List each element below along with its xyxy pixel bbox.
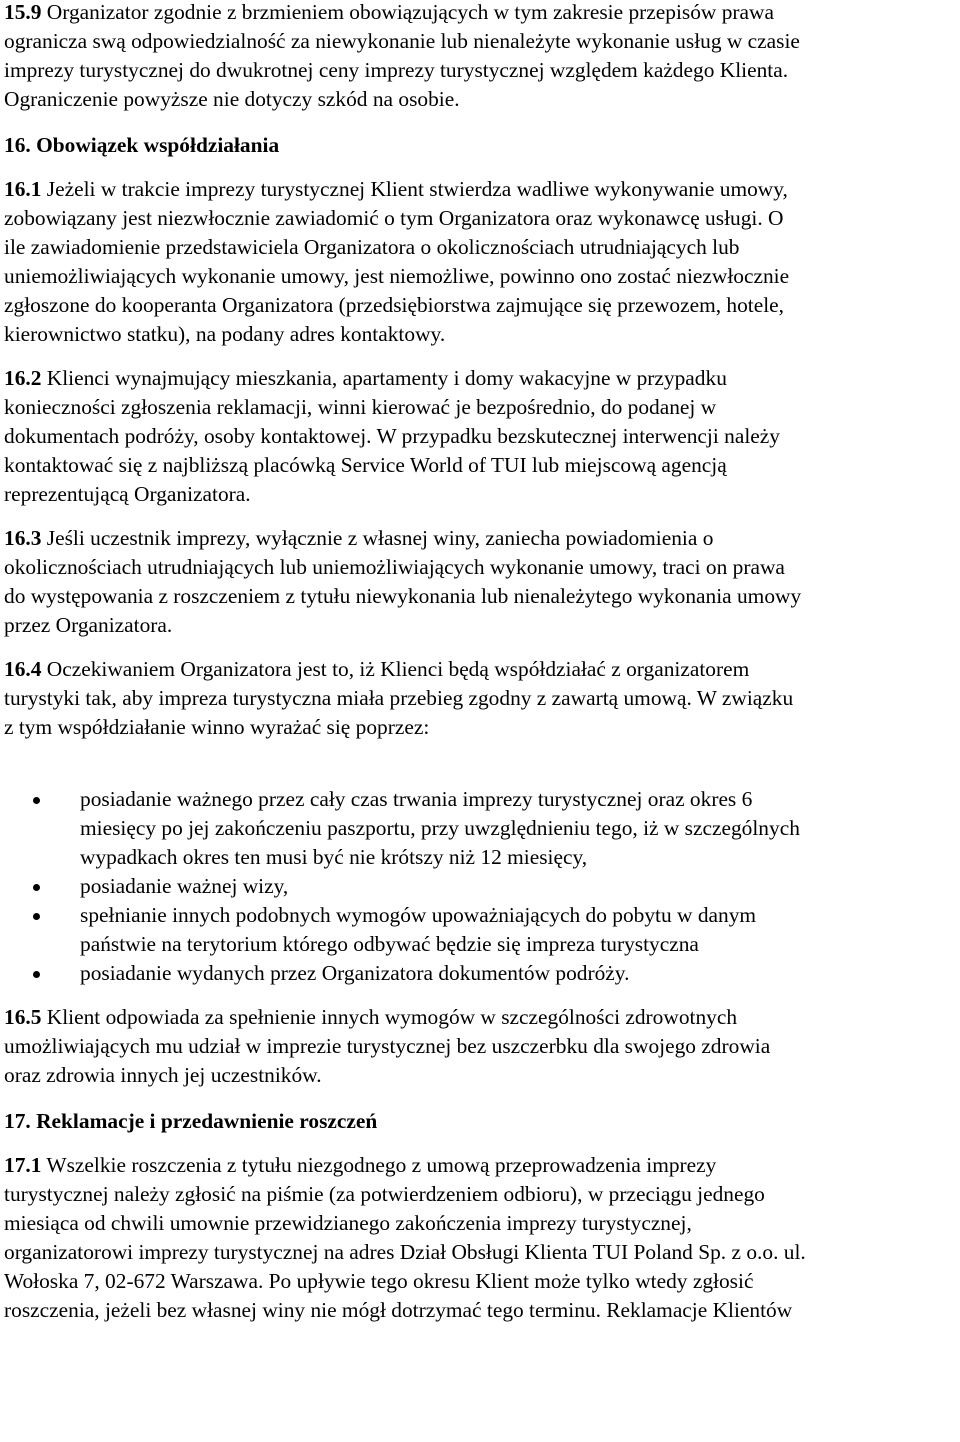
list-item-text: posiadanie ważnego przez cały czas trwania imprezy turystycznej oraz okres 6 miesięcy po jej zakończeniu paszportu, przy uwzględnieniu tego, iż w szczególnych wypadkach okres ten musi być nie krótszy niż 12 miesięcy,	[80, 787, 800, 869]
list-item-text: spełnianie innych podobnych wymogów upoważniających do pobytu w danym państwie na terytorium którego odbywać będzie się impreza turystyczna	[80, 903, 757, 956]
section-heading-16: 16. Obowiązek współdziałania	[4, 133, 280, 157]
paragraph-16-5	[4, 1003, 956, 1090]
paragraph-16-1	[4, 175, 956, 349]
paragraph-text: Wszelkie roszczenia z tytułu niezgodnego z umową przeprowadzenia imprezy turystycznej należy zgłosić na piśmie (za potwierdzeniem odbioru), w przeciągu jednego miesiąca od chwili umownie przewidzianego zakończenia imprezy turystycznej, organizatorowi imprezy turystycznej na adres Dział Obsługi Klienta TUI Poland Sp. z o.o. ul. Wołoska 7, 02-672 Warszawa. Po upływie tego okresu Klient może tylko wtedy zgłosić roszczenia, jeżeli bez własnej winy nie mógł dotrzymać tego terminu. Reklamacje Klientów	[4, 1153, 806, 1322]
list-item	[4, 872, 956, 901]
paragraph-17-1	[4, 1151, 956, 1325]
paragraph-text: Jeżeli w trakcie imprezy turystycznej Klient stwierdza wadliwe wykonywanie umowy, zobowiązany jest niezwłocznie zawiadomić o tym Organizatora oraz wykonawcę usługi. O ile zawiadomienie przedstawiciela Organizatora o okolicznościach utrudniających lub uniemożliwiających wykonanie umowy, jest niemożliwe, powinno ono zostać niezwłocznie zgłoszone do kooperanta Organizatora (przedsiębiorstwa zajmujące się przewozem, hotele, kierownictwo statku), na podany adres kontaktowy.	[4, 177, 790, 346]
paragraph-15-9	[4, 0, 956, 114]
paragraph-16-2	[4, 364, 956, 509]
paragraph-number: 17.1	[4, 1153, 42, 1177]
bullet-icon	[33, 797, 40, 804]
paragraph-text: Klienci wynajmujący mieszkania, apartamenty i domy wakacyjne w przypadku konieczności zgłoszenia reklamacji, winni kierować je bezpośrednio, do podanej w dokumentach podróży, osoby kontaktowej. W przypadku bezskutecznej interwencji należy kontaktować się z najbliższą placówką Service World of TUI lub miejscową agencją reprezentującą Organizatora.	[4, 366, 780, 506]
paragraph-text: Jeśli uczestnik imprezy, wyłącznie z własnej winy, zaniecha powiadomienia o okolicznościach utrudniających lub uniemożliwiających wykonanie umowy, traci on prawa do występowania z roszczeniem z tytułu niewykonania lub nienależytego wykonania umowy przez Organizatora.	[4, 526, 802, 637]
paragraph-number: 16.5	[4, 1005, 42, 1029]
list-item-text: posiadanie wydanych przez Organizatora dokumentów podróży.	[80, 961, 630, 985]
paragraph-text: Oczekiwaniem Organizatora jest to, iż Klienci będą współdziałać z organizatorem turystyki tak, aby impreza turystyczna miała przebieg zgodny z zawartą umową. W związku z tym współdziałanie winno wyrażać się poprzez:	[4, 657, 794, 739]
paragraph-number: 16.4	[4, 657, 42, 681]
list-item	[4, 959, 956, 988]
paragraph-16-3	[4, 524, 956, 640]
paragraph-number: 15.9	[4, 0, 42, 24]
bullet-icon	[33, 884, 40, 891]
document-page	[4, 0, 956, 1325]
list-item-text: posiadanie ważnej wizy,	[80, 874, 289, 898]
paragraph-number: 16.2	[4, 366, 42, 390]
bullet-icon	[33, 913, 40, 920]
paragraph-text: Klient odpowiada za spełnienie innych wymogów w szczególności zdrowotnych umożliwiających mu udział w imprezie turystycznej bez uszczerbku dla swojego zdrowia oraz zdrowia innych jej uczestników.	[4, 1005, 771, 1087]
list-item	[4, 901, 956, 959]
section-heading-17: 17. Reklamacje i przedawnienie roszczeń	[4, 1109, 378, 1133]
bullet-icon	[33, 971, 40, 978]
paragraph-text: Organizator zgodnie z brzmieniem obowiązujących w tym zakresie przepisów prawa ogranicza swą odpowiedzialność za niewykonanie lub nienależyte wykonanie usług w czasie imprezy turystycznej do dwukrotnej ceny imprezy turystycznej względem każdego Klienta. Ograniczenie powyższe nie dotyczy szkód na osobie.	[4, 0, 800, 111]
paragraph-16-4	[4, 655, 956, 742]
paragraph-number: 16.1	[4, 177, 42, 201]
requirements-list	[4, 785, 956, 988]
paragraph-number: 16.3	[4, 526, 42, 550]
list-item	[4, 785, 956, 872]
